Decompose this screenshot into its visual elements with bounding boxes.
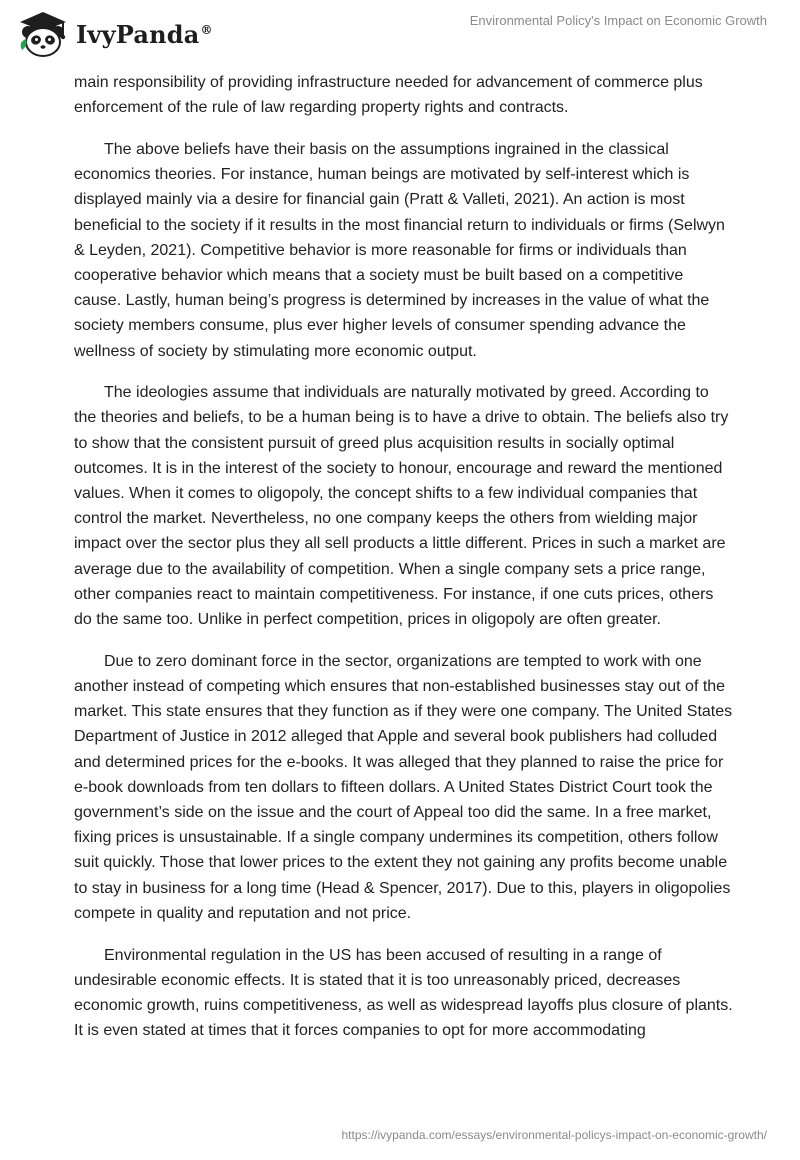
- panda-graduation-cap-icon: [14, 6, 72, 58]
- ivypanda-logo[interactable]: [14, 6, 213, 58]
- essay-body: [74, 70, 734, 1060]
- page-header: [0, 0, 800, 70]
- paragraph: Environmental regulation in the US has been accused of resulting in a range of undesirable economic effects. It is stated that it is too unreasonably priced, decreases economic growth, ruins competitiveness, as well as widespread layoffs plus closure of plants. It is even stated at times that it forces companies to opt for more accommodating: [74, 946, 733, 1040]
- paragraph-continuation: main responsibility of providing infrastructure needed for advancement of commerce plus enforcement of the rule of law regarding property rights and contracts.: [74, 74, 703, 117]
- source-url[interactable]: https://ivypanda.com/essays/environmental-policys-impact-on-economic-growth/: [341, 1128, 767, 1142]
- paragraph: Due to zero dominant force in the sector, organizations are tempted to work with one another instead of competing which ensures that non-established businesses stay out of the market. This state ensures that they function as if they were one company. The United States Department of Justice in 2012 alleged that Apple and several book publishers had colluded and determined prices for the e-books. It was alleged that they planned to raise the price for e-book downloads from ten dollars to fifteen dollars. A United States District Court took the government’s side on the issue and the court of Appeal too did the same. In a free market, fixing prices is unsustainable. If a single company undermines its competition, others follow suit quickly. Those that lower prices to the extent they not gaining any profits become unable to stay in business for a long time (Head & Spencer, 2017). Due to this, players in oligopolies compete in quality and reputation and not price.: [74, 652, 733, 922]
- document-title: Environmental Policy's Impact on Economic Growth: [469, 13, 767, 28]
- registered-mark: ®: [200, 22, 213, 37]
- paragraph: The ideologies assume that individuals are naturally motivated by greed. According to the theories and beliefs, to be a human being is to have a drive to obtain. The beliefs also try to show that the consistent pursuit of greed plus acquisition results in socially optimal outcomes. It is in the interest of the society to honour, encourage and reward the mentioned values. When it comes to oligopoly, the concept shifts to a few individual companies that control the market. Nevertheless, no one company keeps the others from wielding major impact over the sector plus they all sell products a little different. Prices in such a market are average due to the availability of competition. When a single company sets a price range, other companies react to maintain competitiveness. For instance, if one cuts prices, others do the same too. Unlike in perfect competition, prices in oligopoly are often greater.: [74, 384, 729, 629]
- brand-name: IvyPanda®: [76, 19, 213, 49]
- paragraph: The above beliefs have their basis on the assumptions ingrained in the classical economics theories. For instance, human beings are motivated by self-interest which is displayed mainly via a desire for financial gain (Pratt & Valleti, 2021). An action is most beneficial to the society if it results in the most financial return to individuals or firms (Selwyn & Leyden, 2021). Competitive behavior is more reasonable for firms or individuals than cooperative behavior which means that a society must be built based on a competitive cause. Lastly, human being’s progress is determined by increases in the value of what the society members consume, plus ever higher levels of consumer spending advance the wellness of society by stimulating more economic output.: [74, 140, 725, 360]
